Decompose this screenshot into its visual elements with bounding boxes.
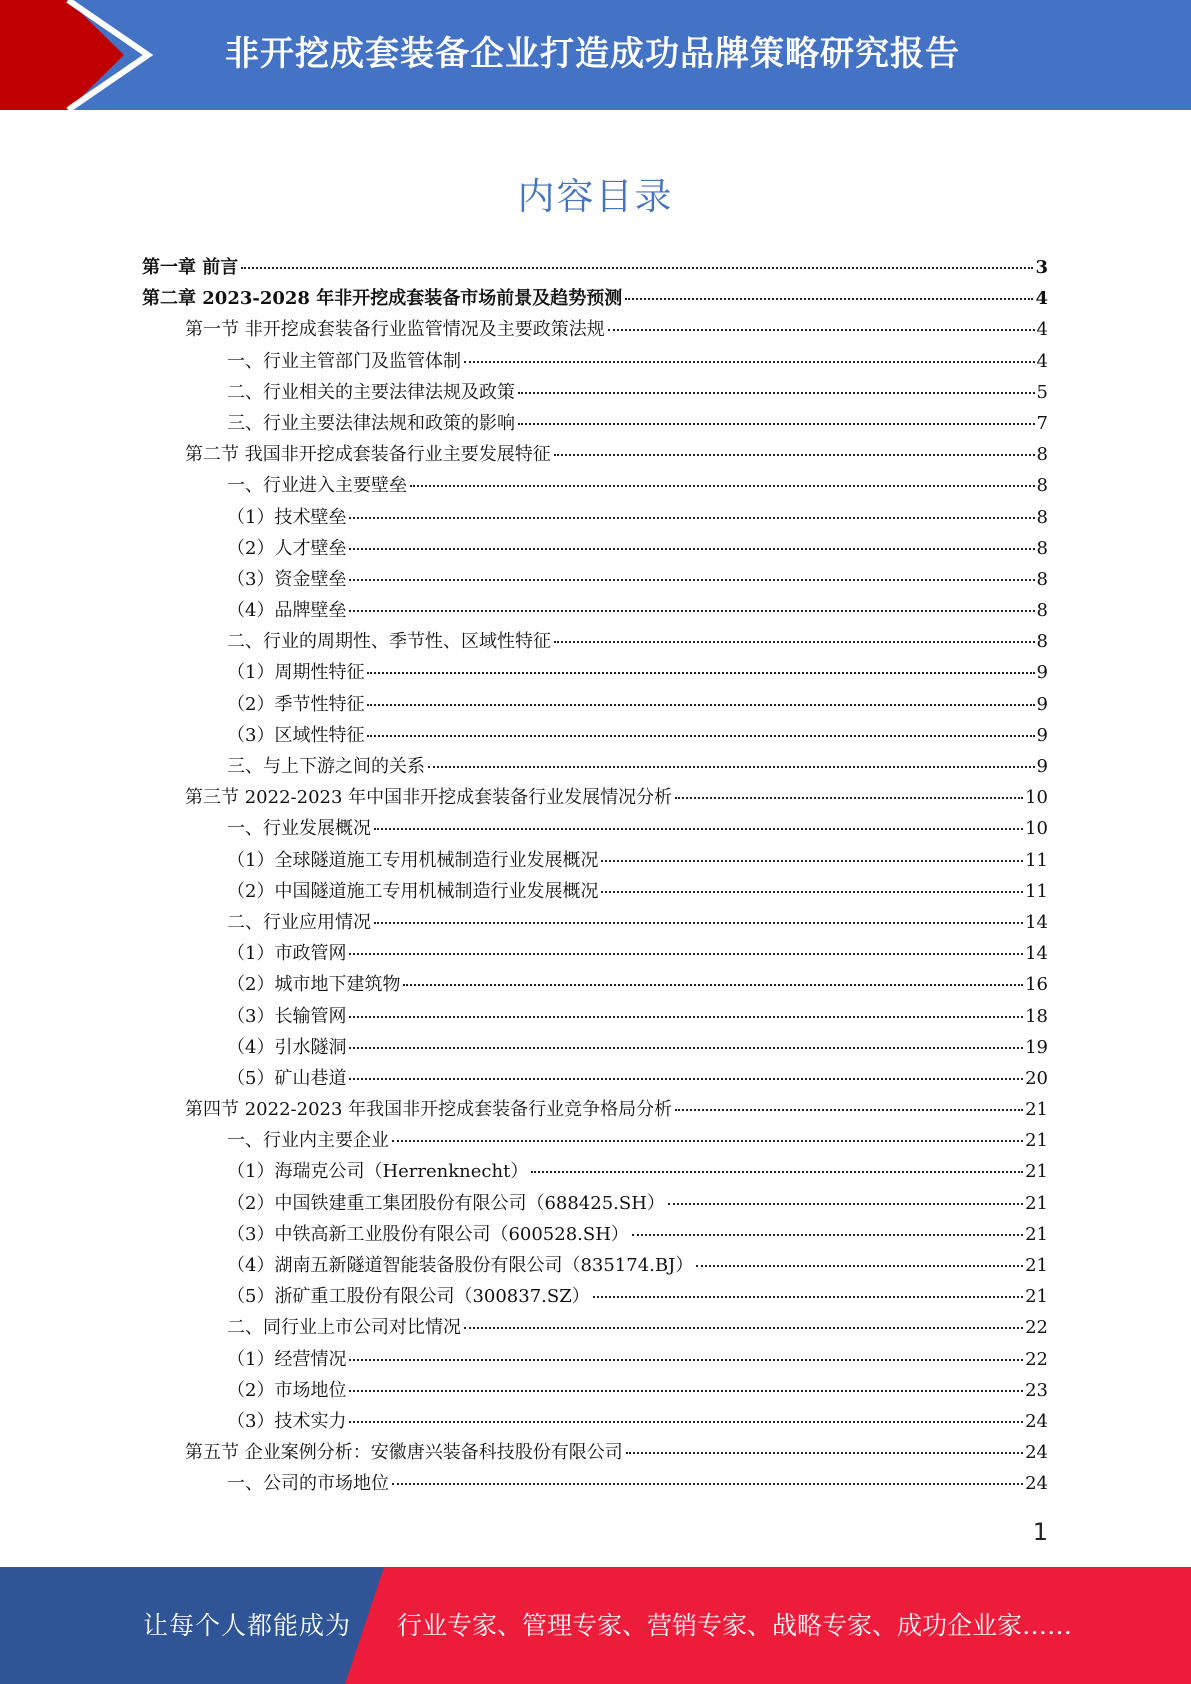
toc-entry-label: （4）品牌壁垒 — [227, 600, 347, 622]
toc-entry-label: （4）引水隧洞 — [227, 1036, 347, 1058]
toc-entry-label: 第一节 非开挖成套装备行业监管情况及主要政策法规 — [185, 319, 605, 341]
toc-entry-page: 9 — [1036, 724, 1048, 746]
toc-entry[interactable] — [142, 845, 1048, 876]
chevron-arrow-icon — [0, 0, 160, 110]
toc-entry-label: 二、同行业上市公司对比情况 — [227, 1317, 461, 1339]
toc-entry[interactable] — [142, 1156, 1048, 1187]
report-header — [0, 0, 1191, 110]
toc-dot-leader — [518, 423, 1035, 425]
toc-entry-page: 19 — [1025, 1036, 1048, 1058]
toc-dot-leader — [349, 1078, 1023, 1080]
toc-entry-label: 第四节 2022-2023 年我国非开挖成套装备行业竞争格局分析 — [185, 1099, 673, 1121]
toc-entry-label: （3）技术实力 — [227, 1410, 347, 1432]
toc-dot-leader — [464, 361, 1035, 363]
toc-entry-page: 8 — [1036, 600, 1048, 622]
toc-entry-page: 11 — [1025, 880, 1048, 902]
toc-entry[interactable] — [142, 1001, 1048, 1032]
toc-entry-label: 三、行业主要法律法规和政策的影响 — [227, 412, 515, 434]
toc-entry[interactable] — [142, 1219, 1048, 1250]
toc-entry-page: 21 — [1025, 1130, 1048, 1152]
toc-entry-label: 第二章 2023-2028 年非开挖成套装备市场前景及趋势预测 — [142, 288, 623, 310]
toc-dot-leader — [632, 1234, 1023, 1236]
toc-dot-leader — [675, 797, 1023, 799]
toc-entry[interactable] — [142, 813, 1048, 844]
toc-entry-label: （4）湖南五新隧道智能装备股份有限公司（835174.BJ） — [227, 1255, 694, 1276]
toc-entry[interactable] — [142, 595, 1048, 626]
page-number: 1 — [1032, 1518, 1048, 1546]
toc-entry[interactable] — [142, 252, 1048, 283]
toc-dot-leader — [625, 298, 1033, 300]
toc-entry-page: 4 — [1036, 350, 1048, 372]
toc-entry-page: 18 — [1025, 1005, 1048, 1027]
toc-entry[interactable] — [142, 938, 1048, 969]
toc-entry[interactable] — [142, 346, 1048, 377]
toc-dot-leader — [241, 267, 1033, 269]
toc-entry-page: 10 — [1025, 818, 1048, 840]
toc-entry-label: 二、行业的周期性、季节性、区域性特征 — [227, 631, 551, 653]
toc-dot-leader — [349, 579, 1034, 581]
toc-dot-leader — [349, 1390, 1023, 1392]
toc-dot-leader — [554, 454, 1035, 456]
toc-entry[interactable] — [142, 751, 1048, 782]
toc-dot-leader — [554, 641, 1035, 643]
toc-entry[interactable] — [142, 470, 1048, 501]
toc-dot-leader — [349, 1421, 1023, 1423]
toc-entry-label: （5）浙矿重工股份有限公司（300837.SZ） — [227, 1286, 590, 1308]
toc-entry[interactable] — [142, 1063, 1048, 1094]
toc-entry-label: 一、行业内主要企业 — [227, 1130, 389, 1152]
toc-dot-leader — [428, 766, 1035, 768]
toc-entry-label: 第一章 前言 — [142, 257, 239, 278]
toc-entry-page: 22 — [1025, 1317, 1048, 1339]
toc-dot-leader — [392, 1140, 1023, 1142]
toc-entry-page: 21 — [1025, 1161, 1048, 1183]
toc-dot-leader — [531, 1171, 1023, 1173]
toc-dot-leader — [518, 392, 1035, 394]
toc-dot-leader — [601, 860, 1023, 862]
toc-entry[interactable] — [142, 1406, 1048, 1437]
toc-entry[interactable] — [142, 626, 1048, 657]
toc-entry[interactable] — [142, 377, 1048, 408]
toc-dot-leader — [626, 1452, 1023, 1454]
toc-entry-page: 22 — [1025, 1348, 1048, 1370]
toc-entry-page: 24 — [1025, 1410, 1048, 1432]
toc-entry-page: 14 — [1025, 943, 1048, 965]
toc-entry-label: （2）市场地位 — [227, 1379, 347, 1401]
toc-dot-leader — [464, 1327, 1023, 1329]
toc-entry-page: 24 — [1025, 1473, 1048, 1495]
toc-dot-leader — [668, 1203, 1023, 1205]
toc-entry[interactable] — [142, 689, 1048, 720]
toc-entry-page: 9 — [1036, 693, 1048, 715]
toc-entry-label: （2）中国铁建重工集团股份有限公司（688425.SH） — [227, 1192, 665, 1214]
toc-dot-leader — [367, 672, 1034, 674]
toc-entry[interactable] — [142, 283, 1048, 314]
toc-entry[interactable] — [142, 1312, 1048, 1343]
toc-entry[interactable] — [142, 1344, 1048, 1375]
toc-entry-label: （1）周期性特征 — [227, 662, 365, 684]
toc-entry[interactable] — [142, 1281, 1048, 1312]
toc-entry-page: 21 — [1025, 1192, 1048, 1214]
toc-entry-page: 9 — [1036, 756, 1048, 777]
toc-entry-page: 24 — [1025, 1442, 1048, 1464]
toc-dot-leader — [374, 828, 1023, 830]
toc-entry-page: 8 — [1036, 444, 1048, 466]
toc-entry[interactable] — [142, 1250, 1048, 1281]
toc-dot-leader — [593, 1296, 1023, 1298]
toc-entry-page: 3 — [1035, 257, 1048, 278]
toc-entry-label: （1）市政管网 — [227, 943, 347, 965]
toc-entry-label: 一、公司的市场地位 — [227, 1473, 389, 1495]
toc-entry-page: 16 — [1025, 974, 1048, 996]
toc-dot-leader — [349, 1047, 1023, 1049]
toc-entry-page: 21 — [1025, 1099, 1048, 1121]
toc-entry-label: 三、与上下游之间的关系 — [227, 756, 425, 777]
toc-entry-label: 一、行业主管部门及监管体制 — [227, 350, 461, 372]
toc-entry-label: 一、行业进入主要壁垒 — [227, 475, 407, 497]
toc-entry-label: （1）技术壁垒 — [227, 506, 347, 528]
toc-entry[interactable] — [142, 876, 1048, 907]
toc-entry-label: 第五节 企业案例分析：安徽唐兴装备科技股份有限公司 — [185, 1442, 623, 1464]
toc-entry[interactable] — [142, 502, 1048, 533]
toc-entry-label: 一、行业发展概况 — [227, 818, 371, 840]
footer-slogan-lead: 让每个人都能成为 — [143, 1611, 352, 1640]
toc-dot-leader — [608, 329, 1035, 331]
toc-entry[interactable] — [142, 782, 1048, 813]
toc-entry-page: 20 — [1025, 1067, 1048, 1089]
toc-entry[interactable] — [142, 314, 1048, 345]
toc-entry-label: 二、行业相关的主要法律法规及政策 — [227, 381, 515, 403]
toc-entry[interactable] — [142, 533, 1048, 564]
toc-entry[interactable] — [142, 408, 1048, 439]
toc-entry-page: 7 — [1036, 412, 1048, 434]
toc-dot-leader — [349, 1359, 1023, 1361]
toc-entry-label: （3）长输管网 — [227, 1005, 347, 1027]
toc-dot-leader — [349, 1016, 1023, 1018]
footer-banner — [0, 1567, 1191, 1684]
toc-entry[interactable] — [142, 1094, 1048, 1125]
toc-dot-leader — [374, 922, 1023, 924]
toc-entry[interactable] — [142, 657, 1048, 688]
toc-entry[interactable] — [142, 1032, 1048, 1063]
toc-entry-page: 21 — [1025, 1286, 1048, 1308]
toc-entry-page: 11 — [1025, 849, 1048, 871]
toc-entry-label: （1）全球隧道施工专用机械制造行业发展概况 — [227, 849, 599, 871]
toc-entry-label: （3）区域性特征 — [227, 724, 365, 746]
toc-dot-leader — [349, 548, 1034, 550]
toc-entry[interactable] — [142, 1437, 1048, 1468]
toc-entry-label: （2）季节性特征 — [227, 693, 365, 715]
toc-dot-leader — [349, 610, 1034, 612]
toc-dot-leader — [349, 517, 1034, 519]
toc-entry-label: （2）中国隧道施工专用机械制造行业发展概况 — [227, 880, 599, 902]
toc-dot-leader — [403, 984, 1023, 986]
toc-entry-page: 21 — [1025, 1255, 1048, 1276]
toc-dot-leader — [349, 953, 1023, 955]
toc-dot-leader — [410, 485, 1035, 487]
toc-entry[interactable] — [142, 1188, 1048, 1219]
toc-entry-page: 8 — [1036, 568, 1048, 590]
footer-slogan-roles: 行业专家、管理专家、营销专家、战略专家、成功企业家…… — [397, 1611, 1073, 1640]
toc-entry[interactable] — [142, 439, 1048, 470]
toc-dot-leader — [601, 891, 1023, 893]
toc-dot-leader — [675, 1109, 1023, 1111]
toc-entry-page: 5 — [1036, 381, 1048, 403]
toc-dot-leader — [696, 1265, 1023, 1267]
toc-heading: 内容目录 — [517, 175, 674, 218]
toc-entry[interactable] — [142, 1125, 1048, 1156]
toc-entry[interactable] — [142, 564, 1048, 595]
toc-entry[interactable] — [142, 1468, 1048, 1499]
toc-entry-page: 23 — [1025, 1379, 1048, 1401]
toc-entry-label: （5）矿山巷道 — [227, 1067, 347, 1089]
toc-entry-label: 二、行业应用情况 — [227, 911, 371, 933]
toc-entry-label: （1）经营情况 — [227, 1348, 347, 1370]
toc-entry-label: 第二节 我国非开挖成套装备行业主要发展特征 — [185, 444, 551, 466]
toc-entry-label: （2）城市地下建筑物 — [227, 974, 401, 996]
toc-entry-page: 4 — [1035, 288, 1048, 310]
toc-dot-leader — [367, 704, 1034, 706]
toc-entry[interactable] — [142, 907, 1048, 938]
toc-dot-leader — [367, 735, 1034, 737]
table-of-contents — [142, 252, 1048, 1500]
toc-entry-page: 8 — [1036, 506, 1048, 528]
toc-entry-page: 14 — [1025, 911, 1048, 933]
toc-entry[interactable] — [142, 720, 1048, 751]
toc-entry[interactable] — [142, 969, 1048, 1000]
report-title: 非开挖成套装备企业打造成功品牌策略研究报告 — [225, 34, 960, 74]
toc-entry-page: 21 — [1025, 1223, 1048, 1245]
toc-entry[interactable] — [142, 1375, 1048, 1406]
toc-entry-label: （3）中铁高新工业股份有限公司（600528.SH） — [227, 1223, 629, 1245]
toc-entry-page: 4 — [1036, 319, 1048, 341]
toc-entry-page: 8 — [1036, 475, 1048, 497]
toc-entry-label: （2）人才壁垒 — [227, 537, 347, 559]
toc-entry-page: 10 — [1025, 787, 1048, 809]
toc-entry-page: 8 — [1036, 537, 1048, 559]
toc-entry-page: 8 — [1036, 631, 1048, 653]
toc-entry-page: 9 — [1036, 662, 1048, 684]
toc-entry-label: （1）海瑞克公司（Herrenknecht） — [227, 1161, 529, 1183]
toc-dot-leader — [392, 1483, 1023, 1485]
toc-entry-label: 第三节 2022-2023 年中国非开挖成套装备行业发展情况分析 — [185, 787, 673, 809]
toc-entry-label: （3）资金壁垒 — [227, 568, 347, 590]
